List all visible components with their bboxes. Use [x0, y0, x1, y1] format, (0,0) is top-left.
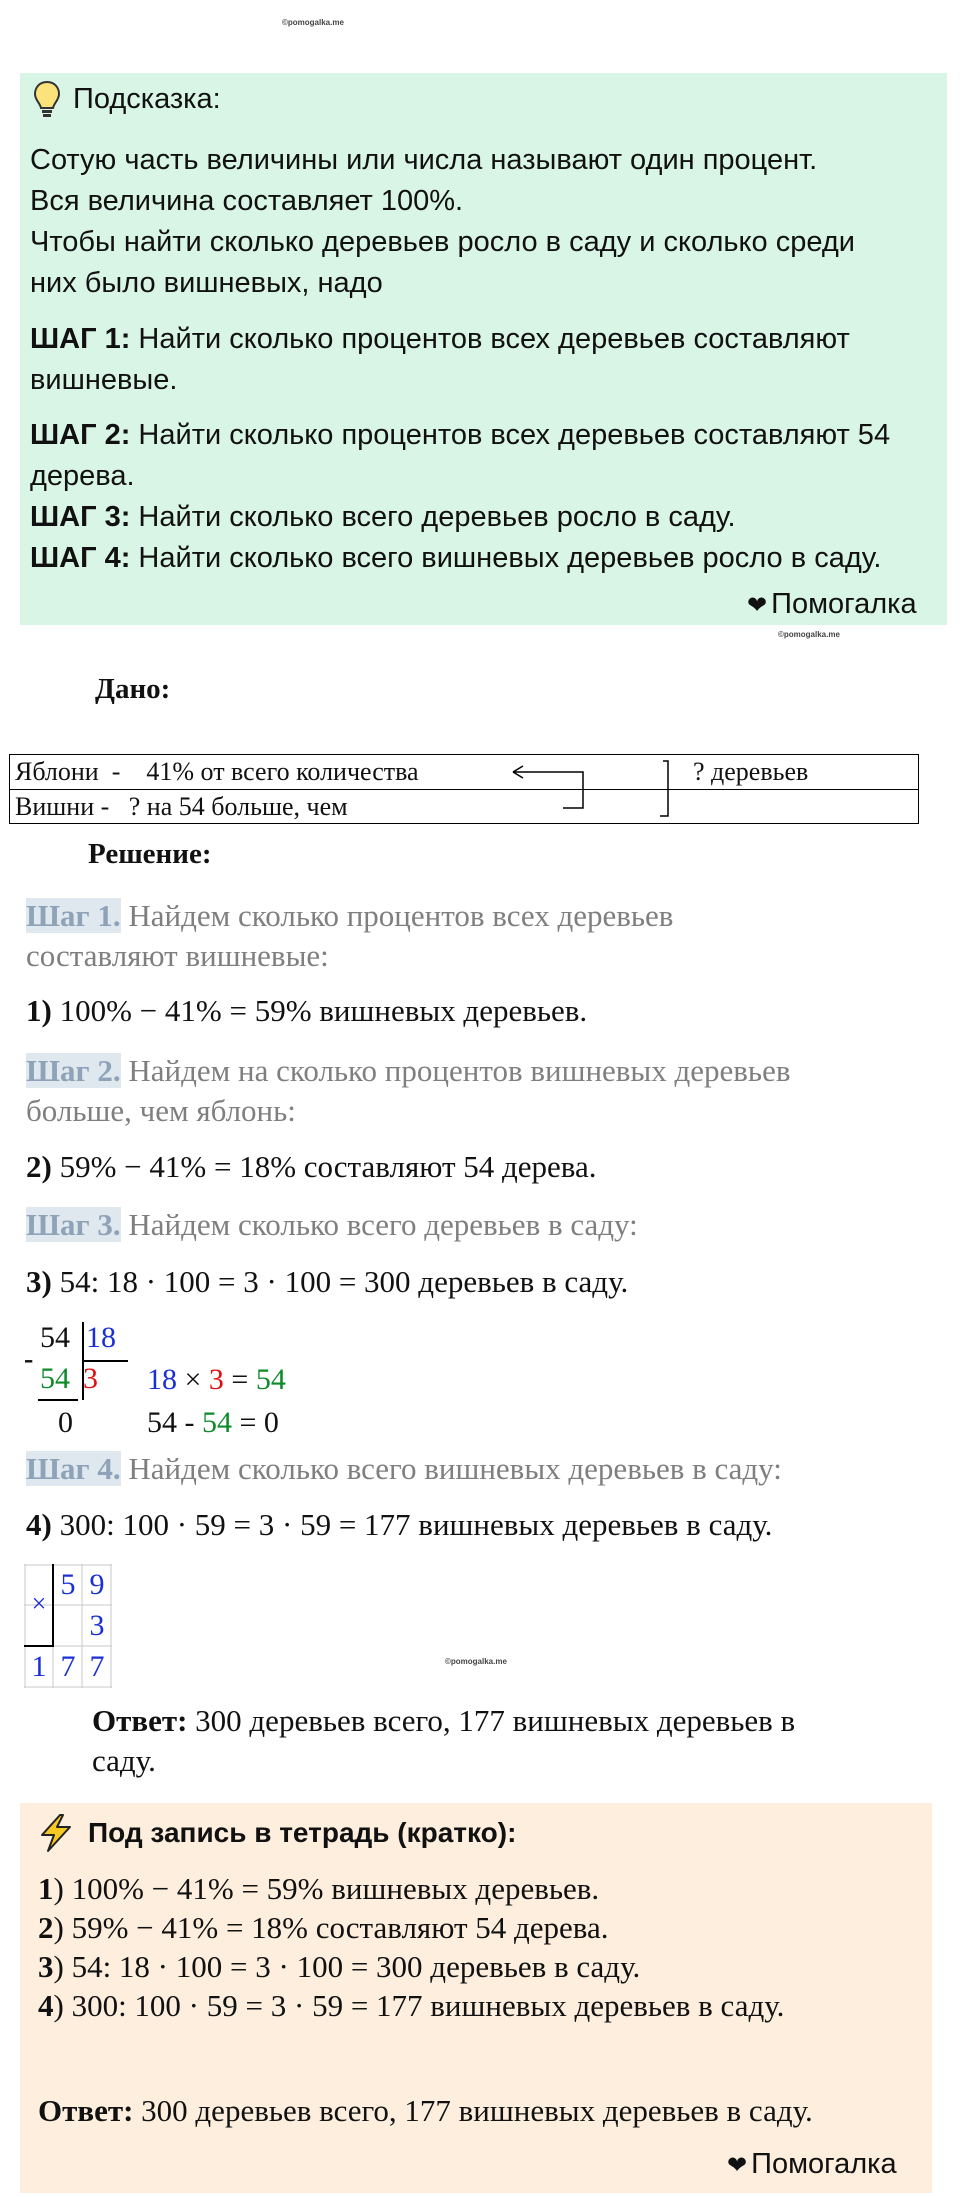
check-a: 18	[147, 1363, 177, 1396]
notebook-brand	[727, 2148, 897, 2181]
line-text: ) 54: 18 · 100 = 3 · 100 = 300 деревьев в саду.	[53, 1949, 641, 1984]
lightbulb-icon	[32, 79, 62, 119]
brand-name: Помогалка	[771, 588, 917, 620]
line-text: ) 59% − 41% = 18% составляют 54 дерева.	[53, 1910, 609, 1945]
hint-box	[20, 73, 947, 625]
calc-num: 2)	[26, 1149, 52, 1184]
check-b: 54	[202, 1406, 232, 1439]
hint-step-2	[30, 415, 890, 456]
solution-step-2-cont: больше, чем яблонь:	[26, 1093, 296, 1128]
watermark: ©pomogalka.me	[778, 630, 840, 639]
notebook-lines	[38, 1869, 784, 2025]
step-text: Найдем сколько всего деревьев в саду:	[120, 1207, 638, 1242]
solution-step-3	[26, 1207, 638, 1243]
solution-calc-3	[26, 1264, 628, 1300]
solution-step-1	[26, 898, 673, 934]
lightning-icon	[36, 1813, 76, 1853]
calc-text: 100% − 41% = 59% вишневых деревьев.	[51, 993, 588, 1028]
answer-text: 300 деревьев всего, 177 вишневых деревьев в саду.	[133, 2093, 813, 2128]
check-b: 3	[208, 1363, 224, 1396]
solution-title: Решение:	[88, 838, 212, 870]
quotient: 3	[83, 1362, 98, 1395]
multiply-sign: ×	[31, 1589, 47, 1618]
subtrahend: 54	[40, 1362, 70, 1395]
calc-text: 300: 100 · 59 = 3 · 59 = 177 вишневых деревьев в саду.	[51, 1507, 773, 1542]
division-check-2	[147, 1406, 279, 1440]
solution-step-1-cont: составляют вишневые:	[26, 938, 329, 973]
notebook-title: Под запись в тетрадь (кратко):	[88, 1817, 517, 1848]
given-row-apples: Яблони - 41% от всего количества	[15, 757, 419, 786]
step-text: Найдем сколько всего вишневых деревьев в саду:	[120, 1451, 782, 1486]
notebook-line	[38, 1947, 784, 1986]
step-label: ШАГ 3:	[30, 501, 131, 533]
step-label: ШАГ 1:	[30, 323, 131, 355]
hint-step-1-cont: вишневые.	[30, 364, 178, 396]
notebook-box	[20, 1803, 932, 2193]
step-label: Шаг 4.	[26, 1451, 121, 1486]
calc-text: 59% − 41% = 18% составляют 54 дерева.	[51, 1149, 597, 1184]
check-op: ×	[177, 1363, 209, 1396]
answer-label: Ответ:	[38, 2093, 134, 2128]
line-num: 4	[38, 1988, 54, 2023]
step-text: Найдем на сколько процентов вишневых деревьев	[120, 1053, 791, 1088]
given-title: Дано:	[95, 673, 171, 705]
heart-icon: ❤	[747, 593, 768, 619]
solution-step-4	[26, 1451, 782, 1487]
hint-line: них было вишневых, надо	[30, 267, 383, 299]
brand-name: Помогалка	[751, 2148, 897, 2180]
line-num: 1	[38, 1871, 54, 1906]
mult-result-digit: 7	[60, 1650, 76, 1683]
notebook-line	[38, 1869, 784, 1908]
given-table	[9, 754, 919, 824]
heart-icon: ❤	[727, 2153, 748, 2179]
watermark: ©pomogalka.me	[282, 18, 344, 27]
check-eq: = 0	[232, 1406, 279, 1439]
mult-result-digit: 1	[31, 1650, 47, 1683]
hint-text	[30, 140, 855, 304]
check-eq: =	[223, 1363, 256, 1396]
answer-label: Ответ:	[92, 1703, 188, 1738]
hint-line: Чтобы найти сколько деревьев росло в саду и сколько среди	[30, 226, 855, 258]
answer-cont: саду.	[92, 1743, 156, 1778]
hint-step-2-cont: дерева.	[30, 460, 135, 492]
hint-step-1	[30, 319, 890, 360]
check-c: 54	[255, 1363, 286, 1396]
remainder: 0	[58, 1406, 73, 1439]
dividend: 54	[40, 1321, 70, 1354]
calc-num: 1)	[26, 993, 52, 1028]
answer-text: 300 деревьев всего, 177 вишневых деревьев в	[187, 1703, 796, 1738]
given-arrows	[505, 755, 685, 825]
answer	[92, 1703, 795, 1739]
step-text: Найти сколько процентов всех деревьев составляют	[130, 323, 850, 355]
hint-title: Подсказка:	[73, 83, 221, 115]
mult-top-digit: 5	[60, 1568, 76, 1601]
hint-step-3	[30, 497, 890, 538]
line-text: ) 300: 100 · 59 = 3 · 59 = 177 вишневых деревьев в саду.	[53, 1988, 785, 2023]
given-total: ? деревьев	[693, 757, 809, 786]
step-label: Шаг 3.	[26, 1207, 121, 1242]
solution-step-2	[26, 1053, 790, 1089]
given-row-cherries: Вишни - ? на 54 больше, чем	[15, 792, 348, 821]
hint-line: Сотую часть величины или числа называют один процент.	[30, 144, 818, 176]
step-text: Найти сколько процентов всех деревьев составляют 54	[130, 419, 891, 451]
step-text: Найдем сколько процентов всех деревьев	[120, 898, 674, 933]
line-num: 3	[38, 1949, 54, 1984]
divisor: 18	[86, 1321, 116, 1354]
mult-bottom-digit: 3	[89, 1609, 105, 1642]
step-label: Шаг 2.	[26, 1053, 121, 1088]
line-num: 2	[38, 1910, 54, 1945]
notebook-line	[38, 1908, 784, 1947]
solution-calc-2	[26, 1149, 597, 1185]
watermark: ©pomogalka.me	[445, 1657, 507, 1666]
step-label: ШАГ 4:	[30, 542, 131, 574]
calc-text: 54: 18 · 100 = 3 · 100 = 300 деревьев в саду.	[51, 1264, 629, 1299]
step-text: Найти сколько всего вишневых деревьев росло в саду.	[130, 542, 882, 574]
notebook-answer	[38, 2093, 813, 2129]
notebook-line	[38, 1986, 784, 2025]
step-label: Шаг 1.	[26, 898, 121, 933]
calc-num: 3)	[26, 1264, 52, 1299]
hint-step-4	[30, 538, 890, 579]
check-a: 54 -	[147, 1406, 202, 1439]
line-text: ) 100% − 41% = 59% вишневых деревьев.	[53, 1871, 600, 1906]
hint-line: Вся величина составляет 100%.	[30, 185, 464, 217]
step-text: Найти сколько всего деревьев росло в саду.	[130, 501, 736, 533]
minus-sign: -	[24, 1344, 34, 1375]
hint-steps	[30, 319, 890, 579]
calc-num: 4)	[26, 1507, 52, 1542]
solution-calc-1	[26, 993, 587, 1029]
multiplication-grid	[24, 1564, 114, 1688]
division-check-1	[147, 1363, 286, 1397]
solution-calc-4	[26, 1507, 772, 1543]
mult-result-digit: 7	[89, 1650, 105, 1683]
hint-brand	[747, 588, 917, 621]
mult-top-digit: 9	[89, 1568, 105, 1601]
step-label: ШАГ 2:	[30, 419, 131, 451]
